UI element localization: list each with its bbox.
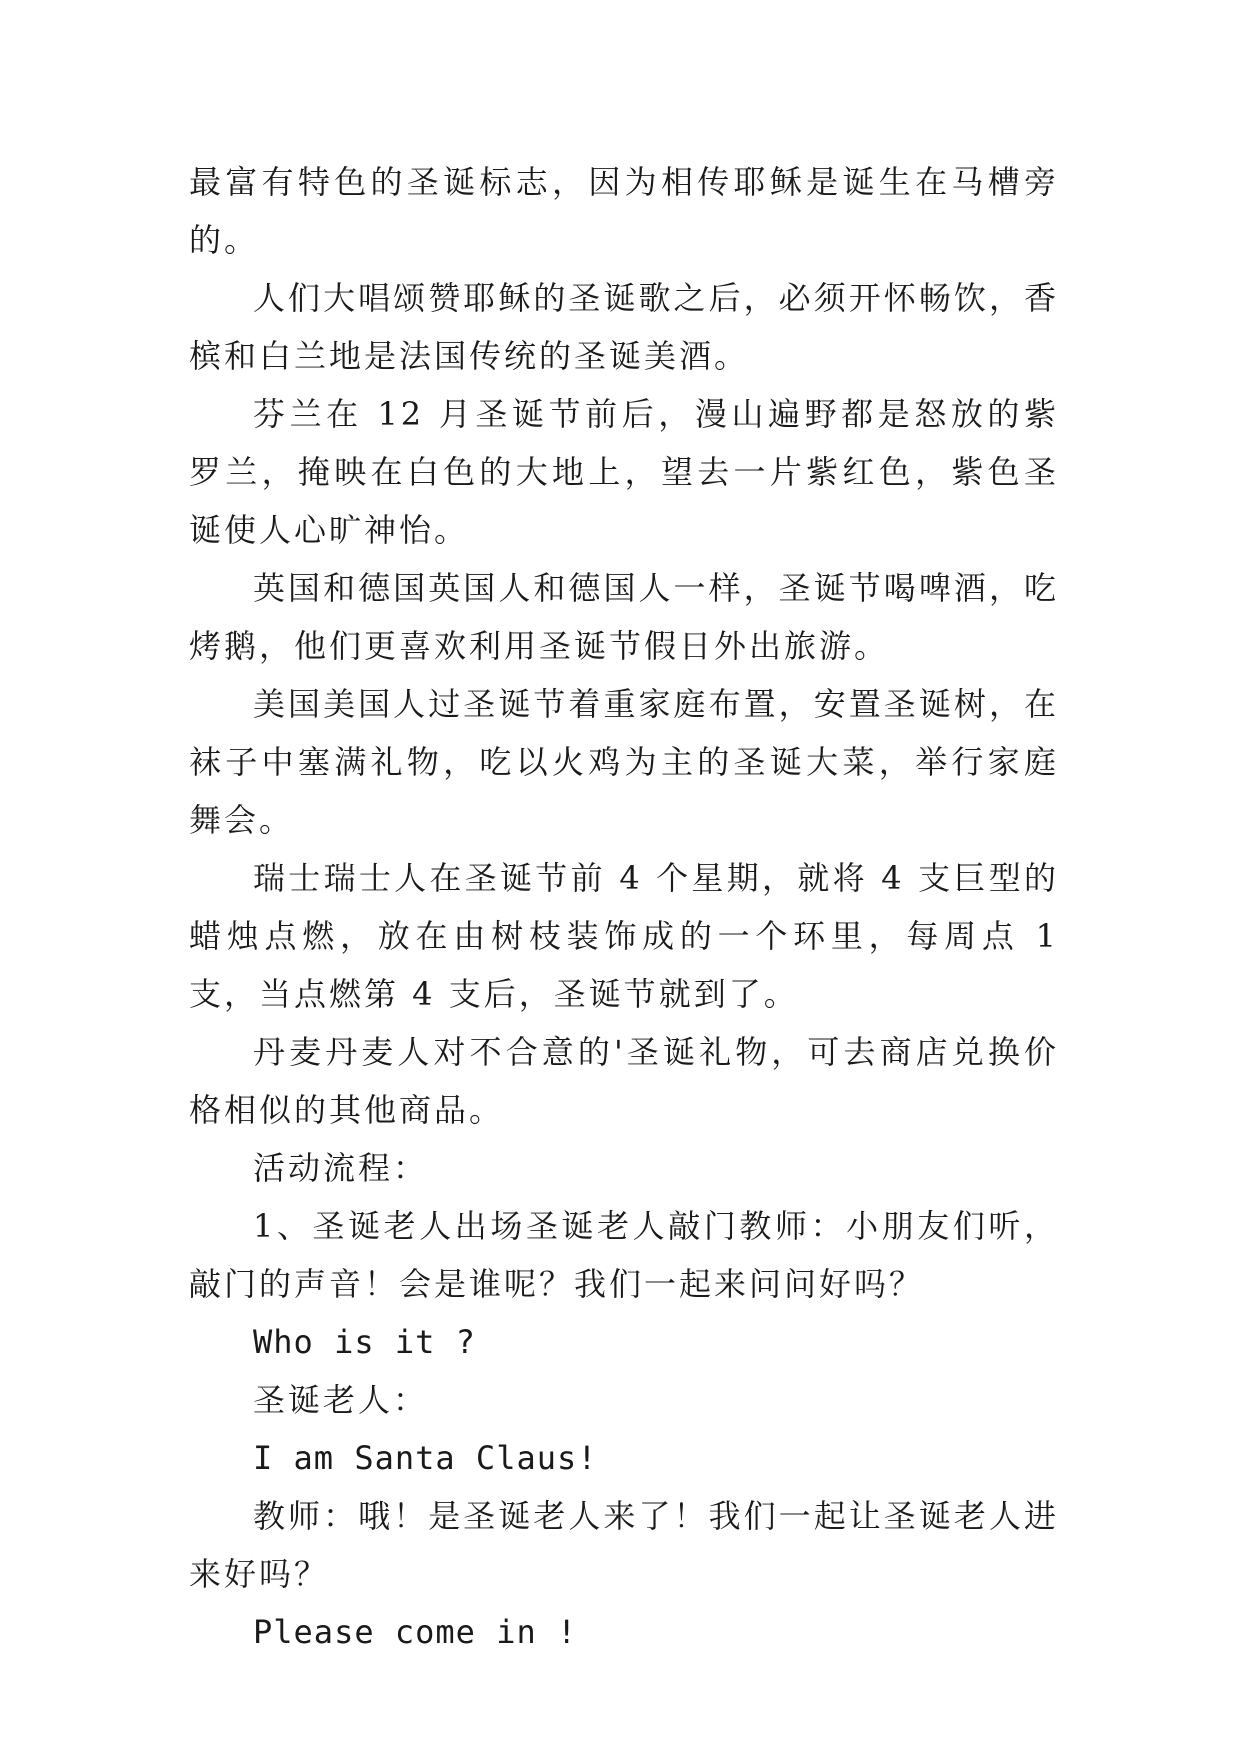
paragraph-14: Please come in ! bbox=[253, 1613, 578, 1651]
paragraph-5: 美国美国人过圣诞节着重家庭布置，安置圣诞树，在袜子中塞满礼物，吃以火鸡为主的圣诞大菜，举行家庭舞会。 bbox=[189, 685, 1059, 839]
paragraph-10: Who is it ? bbox=[253, 1323, 476, 1361]
paragraph-8: 活动流程： bbox=[253, 1149, 429, 1187]
paragraph-13: 教师：哦！是圣诞老人来了！我们一起让圣诞老人进来好吗？ bbox=[189, 1497, 1059, 1593]
document-body bbox=[189, 153, 1059, 1661]
paragraph-6: 瑞士瑞士人在圣诞节前 4 个星期，就将 4 支巨型的蜡烛点燃，放在由树枝装饰成的一个环里，每周点 1 支，当点燃第 4 支后，圣诞节就到了。 bbox=[189, 859, 1059, 1013]
paragraph-4: 英国和德国英国人和德国人一样，圣诞节喝啤酒，吃烤鹅，他们更喜欢利用圣诞节假日外出旅游。 bbox=[189, 569, 1059, 665]
paragraph-11: 圣诞老人： bbox=[253, 1381, 429, 1419]
paragraph-12: I am Santa Claus! bbox=[253, 1439, 598, 1477]
paragraph-3: 芬兰在 12 月圣诞节前后，漫山遍野都是怒放的紫罗兰，掩映在白色的大地上，望去一片紫红色，紫色圣诞使人心旷神怡。 bbox=[189, 395, 1059, 549]
paragraph-2: 人们大唱颂赞耶稣的圣诞歌之后，必须开怀畅饮，香槟和白兰地是法国传统的圣诞美酒。 bbox=[189, 279, 1059, 375]
paragraph-1: 最富有特色的圣诞标志，因为相传耶稣是诞生在马槽旁的。 bbox=[189, 163, 1059, 259]
paragraph-9: 1、圣诞老人出场圣诞老人敲门教师：小朋友们听，敲门的声音！会是谁呢？我们一起来问问好吗？ bbox=[189, 1207, 1059, 1303]
paragraph-7: 丹麦丹麦人对不合意的'圣诞礼物，可去商店兑换价格相似的其他商品。 bbox=[189, 1033, 1059, 1129]
